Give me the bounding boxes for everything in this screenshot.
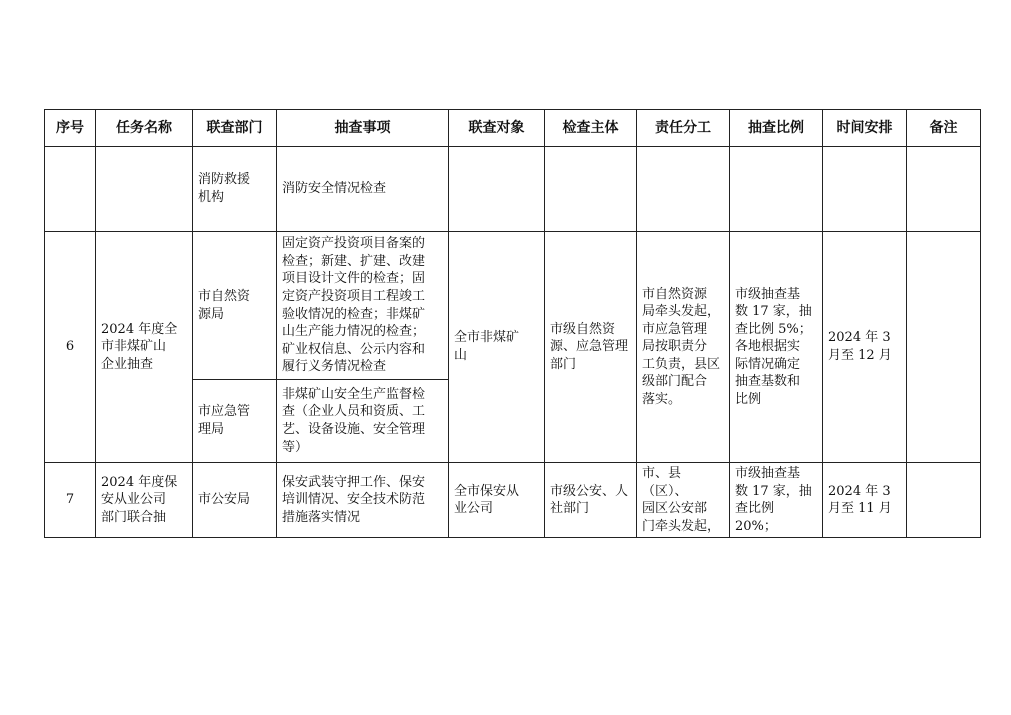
cell-seq: 7: [45, 463, 96, 538]
table-header-row: [45, 110, 981, 147]
cell-subject: [545, 147, 637, 232]
cell-time: 2024 年 3 月至 11 月: [823, 463, 907, 538]
cell-duty: 市自然资源 局牵头发起， 市应急管理 局按职责分 工负责，县区 级部门配合 落实。: [637, 232, 730, 463]
cell-note: [907, 147, 981, 232]
cell-task: [96, 147, 193, 232]
header-inspection-items: 抽查事项: [277, 110, 449, 147]
cell-target: [449, 147, 545, 232]
cell-duty: [637, 147, 730, 232]
cell-dept: 市应急管 理局: [193, 380, 277, 463]
cell-seq: 6: [45, 232, 96, 463]
cell-dept: 消防救援 机构: [193, 147, 277, 232]
table-row: [45, 147, 981, 232]
cell-dept: 市自然资 源局: [193, 232, 277, 380]
cell-dept: 市公安局: [193, 463, 277, 538]
cell-item: 消防安全情况检查: [277, 147, 449, 232]
cell-time: [823, 147, 907, 232]
cell-target: 全市保安从 业公司: [449, 463, 545, 538]
cell-note: [907, 463, 981, 538]
cell-item: 固定资产投资项目备案的 检查；新建、扩建、改建 项目设计文件的检查；固 定资产投资项目工程竣工 验收情况的检查；非煤矿 山生产能力情况的检查； 矿业权信息、公示内容和 履行义务情况检查: [277, 232, 449, 380]
header-inspection-subject: 检查主体: [545, 110, 637, 147]
cell-task: 2024 年度全 市非煤矿山 企业抽查: [96, 232, 193, 463]
cell-ratio: 市级抽查基 数 17 家，抽 查比例 5%； 各地根据实 际情况确定 抽查基数和 比例: [730, 232, 823, 463]
cell-ratio: 市级抽查基 数 17 家，抽 查比例 20%；: [730, 463, 823, 538]
header-inspection-target: 联查对象: [449, 110, 545, 147]
cell-ratio: [730, 147, 823, 232]
cell-note: [907, 232, 981, 463]
cell-subject: 市级自然资 源、应急管理 部门: [545, 232, 637, 463]
cell-target: 全市非煤矿 山: [449, 232, 545, 463]
header-responsibility: 责任分工: [637, 110, 730, 147]
cell-duty: 市、县（区）、 园区公安部 门牵头发起，: [637, 463, 730, 538]
header-seq: 序号: [45, 110, 96, 147]
table-row: [45, 463, 981, 538]
table-row: [45, 232, 981, 380]
header-task-name: 任务名称: [96, 110, 193, 147]
cell-task: 2024 年度保 安从业公司 部门联合抽: [96, 463, 193, 538]
header-sampling-ratio: 抽查比例: [730, 110, 823, 147]
cell-item: 非煤矿山安全生产监督检 查（企业人员和资质、工 艺、设备设施、安全管理 等）: [277, 380, 449, 463]
inspection-task-table: [44, 109, 981, 538]
header-joint-dept: 联查部门: [193, 110, 277, 147]
cell-item: 保安武装守押工作、保安 培训情况、安全技术防范 措施落实情况: [277, 463, 449, 538]
cell-subject: 市级公安、人 社部门: [545, 463, 637, 538]
cell-time: 2024 年 3 月至 12 月: [823, 232, 907, 463]
header-schedule: 时间安排: [823, 110, 907, 147]
cell-seq: [45, 147, 96, 232]
header-remarks: 备注: [907, 110, 981, 147]
